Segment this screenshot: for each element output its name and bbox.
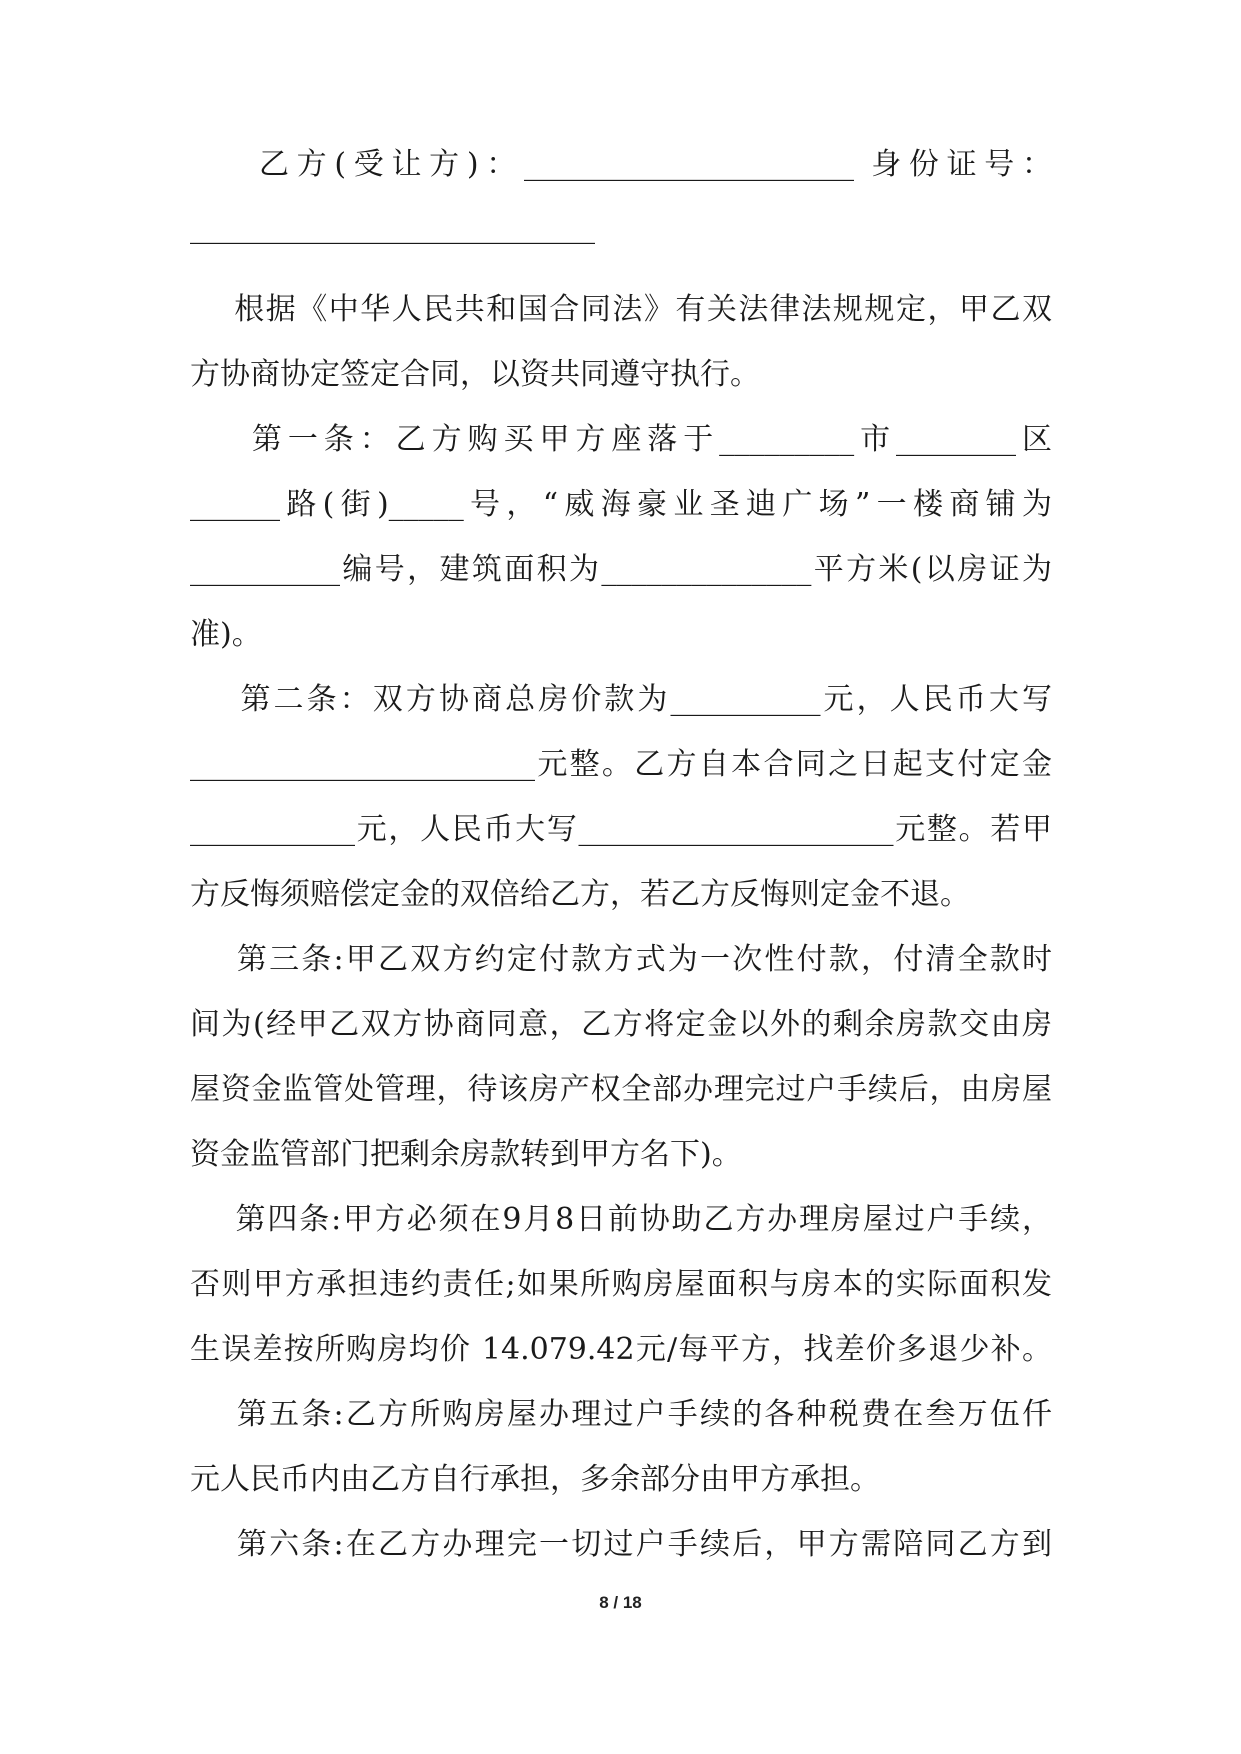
text-line: 方反悔须赔偿定金的双倍给乙方，若乙方反悔则定金不退。 <box>190 877 970 912</box>
text-line: 第五条:乙方所购房屋办理过户手续的各种税费在叁万伍仟 <box>190 1397 1052 1432</box>
text-line: 资金监管部门把剩余房款转到甲方名下)。 <box>190 1137 742 1172</box>
text-line: 准)。 <box>190 617 262 652</box>
text-line: 第一条：乙方购买甲方座落于_________市________区 <box>190 422 1052 457</box>
text-line: 方协商协定签定合同，以资共同遵守执行。 <box>190 357 760 392</box>
text-line: 第六条:在乙方办理完一切过户手续后，甲方需陪同乙方到 <box>190 1527 1052 1562</box>
text-line: ___________元，人民币大写_____________________元整。若甲 <box>190 812 1052 847</box>
text-line: 元人民币内由乙方自行承担，多余部分由甲方承担。 <box>190 1462 880 1497</box>
text-line: 乙方(受让方)：______________________ 身份证号： <box>190 147 1052 182</box>
page-number: 8 / 18 <box>599 1593 642 1612</box>
text-line: ___________________________ <box>190 210 595 245</box>
text-line: 第三条:甲乙双方约定付款方式为一次性付款，付清全款时 <box>190 942 1052 977</box>
text-line: ______路(街)_____号，“威海豪业圣迪广场”一楼商铺为 <box>190 487 1052 522</box>
text-line: 根据《中华人民共和国合同法》有关法律法规规定，甲乙双 <box>190 292 1052 327</box>
text-line: 第四条:甲方必须在9月8日前协助乙方办理房屋过户手续， <box>190 1202 1052 1237</box>
text-line: 生误差按所购房均价 14.079.42元/每平方，找差价多退少补。 <box>190 1332 1052 1367</box>
text-line: 否则甲方承担违约责任;如果所购房屋面积与房本的实际面积发 <box>190 1267 1052 1302</box>
text-line: 屋资金监管处管理，待该房产权全部办理完过户手续后，由房屋 <box>190 1072 1052 1107</box>
text-line: 第二条：双方协商总房价款为__________元，人民币大写 <box>190 682 1052 717</box>
text-line: 间为(经甲乙双方协商同意，乙方将定金以外的剩余房款交由房 <box>190 1007 1052 1042</box>
text-line: __________编号，建筑面积为______________平方米(以房证为 <box>190 552 1052 587</box>
text-line: _______________________元整。乙方自本合同之日起支付定金 <box>190 747 1052 782</box>
